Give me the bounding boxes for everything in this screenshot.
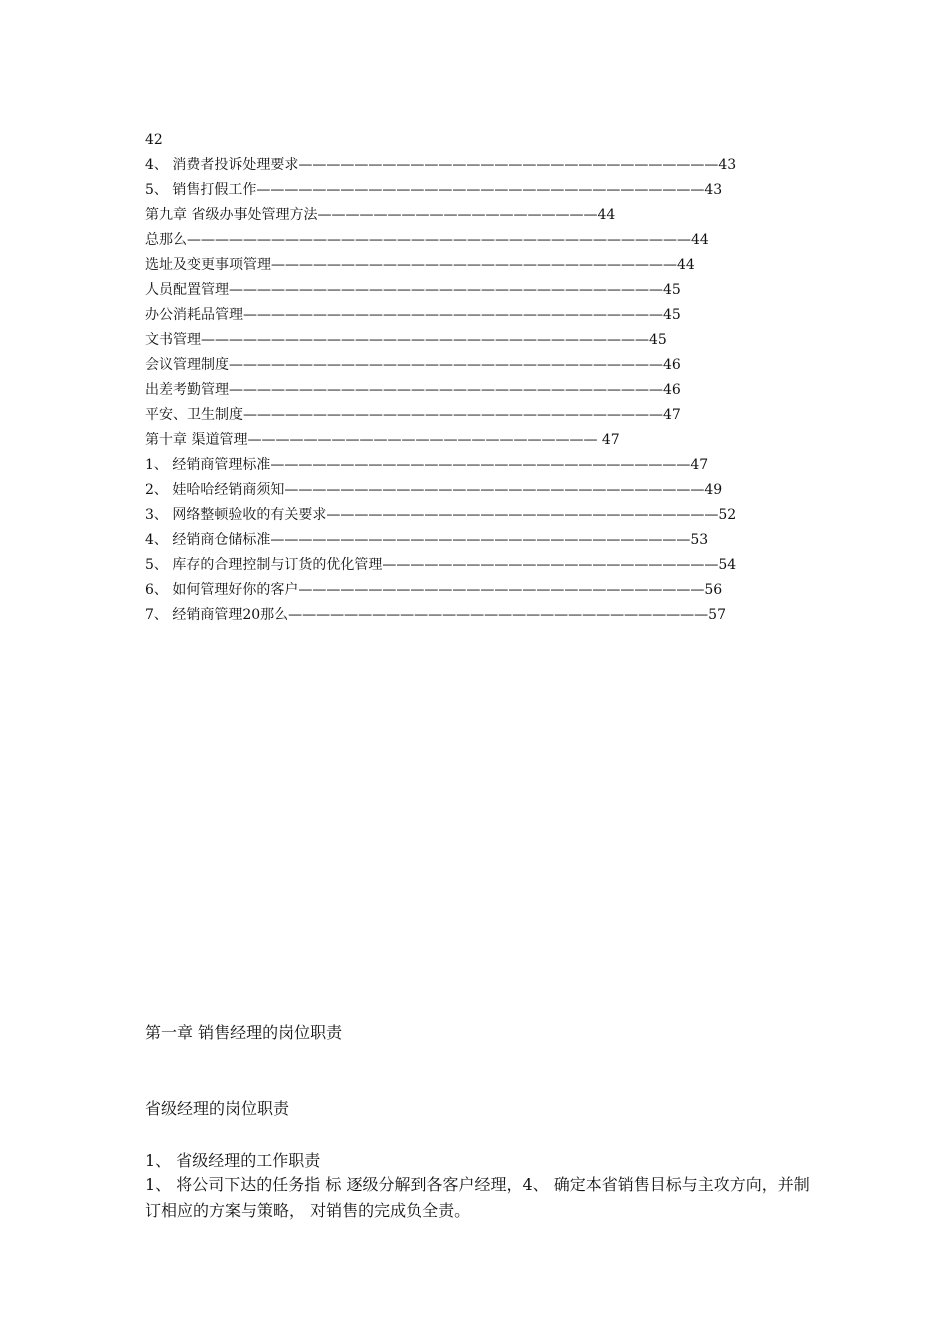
toc-line: 5、 库存的合理控制与订货的优化管理————————————————————————54 <box>145 557 737 573</box>
body-paragraph: 1、 将公司下达的任务指 标 逐级分解到各客户经理，4、 确定本省销售目标与主攻方向，并制订相应的方案与策略， 对销售的完成负全责。 <box>145 1175 810 1220</box>
toc-line: 人员配置管理———————————————————————————————45 <box>145 282 681 298</box>
toc-line: 会议管理制度———————————————————————————————46 <box>145 357 681 373</box>
toc-line: 总那么————————————————————————————————————44 <box>145 232 709 248</box>
section-title: 省级经理的岗位职责 <box>145 1099 290 1118</box>
toc-line: 1、 经销商管理标准——————————————————————————————47 <box>145 457 709 473</box>
toc-line: 6、 如何管理好你的客户—————————————————————————————56 <box>145 582 723 598</box>
toc-line: 出差考勤管理———————————————————————————————46 <box>145 382 681 398</box>
toc-line: 文书管理————————————————————————————————45 <box>145 332 667 348</box>
chapter-title: 第一章 销售经理的岗位职责 <box>145 1023 343 1042</box>
item-heading: 1、 省级经理的工作职责 <box>145 1151 321 1170</box>
toc-line: 4、 消费者投诉处理要求——————————————————————————————43 <box>145 157 737 173</box>
table-of-contents <box>145 128 845 628</box>
toc-line: 第十章 渠道管理————————————————————————— 47 <box>145 432 620 448</box>
toc-line: 第九章 省级办事处管理方法————————————————————44 <box>145 207 616 223</box>
toc-line: 选址及变更事项管理—————————————————————————————44 <box>145 257 695 273</box>
toc-line: 42 <box>145 132 163 148</box>
toc-line: 平安、卫生制度——————————————————————————————47 <box>145 407 681 423</box>
toc-line: 办公消耗品管理——————————————————————————————45 <box>145 307 681 323</box>
toc-line: 3、 网络整顿验收的有关要求————————————————————————————52 <box>145 507 737 523</box>
toc-line: 5、 销售打假工作————————————————————————————————43 <box>145 182 723 198</box>
toc-line: 7、 经销商管理20那么——————————————————————————————57 <box>145 607 726 623</box>
toc-line: 4、 经销商仓储标准——————————————————————————————53 <box>145 532 709 548</box>
toc-line: 2、 娃哈哈经销商须知——————————————————————————————49 <box>145 482 723 498</box>
